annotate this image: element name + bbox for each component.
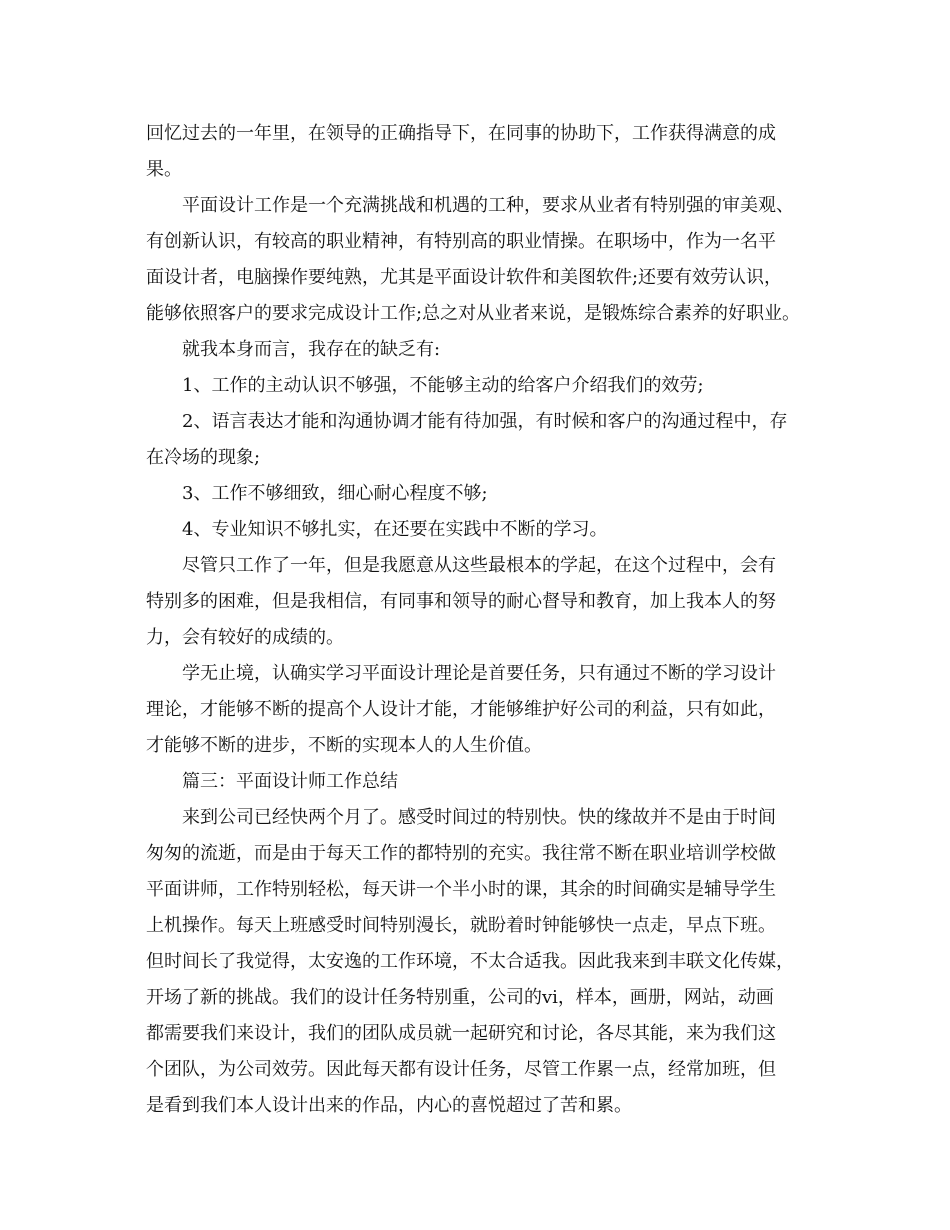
text-line: 理论，才能够不断的提高个人设计才能，才能够维护好公司的利益，只有如此， [146, 699, 776, 720]
text-line: 能够依照客户的要求完成设计工作;总之对从业者来说，是锻炼综合素养的好职业。 [146, 303, 801, 324]
paragraph-start-line: 尽管只工作了一年，但是我愿意从这些最根本的学起，在这个过程中，会有 [182, 555, 776, 576]
list-item-line: 1、工作的主动认识不够强，不能够主动的给客户介绍我们的效劳; [182, 375, 704, 396]
paragraph-start-line: 来到公司已经快两个月了。感受时间过的特别快。快的缘故并不是由于时间 [182, 807, 776, 828]
text-line: 果。 [146, 159, 182, 180]
text-line: 才能够不断的进步，不断的实现本人的人生价值。 [146, 735, 542, 756]
text-line: 但时间长了我觉得，太安逸的工作环境，不太合适我。因此我来到丰联文化传媒， [146, 951, 794, 972]
list-item-line: 2、语言表达才能和沟通协调才能有待加强，有时候和客户的沟通过程中，存 [182, 411, 788, 432]
document-body [146, 116, 836, 1124]
text-line: 平面讲师，工作特别轻松，每天讲一个半小时的课，其余的时间确实是辅导学生 [146, 879, 776, 900]
text-line: 在冷场的现象; [146, 447, 261, 468]
text-line: 上机操作。每天上班感受时间特别漫长，就盼着时钟能够快一点走，早点下班。 [146, 915, 776, 936]
section-heading: 篇三：平面设计师工作总结 [182, 771, 398, 792]
text-line: 力，会有较好的成绩的。 [146, 627, 344, 648]
text-line: 个团队，为公司效劳。因此每天都有设计任务，尽管工作累一点，经常加班，但 [146, 1059, 776, 1080]
text-line: 开场了新的挑战。我们的设计任务特别重，公司的vi，样本，画册，网站，动画 [146, 987, 774, 1008]
text-line: 有创新认识，有较高的职业精神，有特别高的职业情操。在职场中，作为一名平 [146, 231, 776, 252]
text-line: 回忆过去的一年里，在领导的正确指导下，在同事的协助下，工作获得满意的成 [146, 123, 776, 144]
text-line: 面设计者，电脑操作要纯熟，尤其是平面设计软件和美图软件;还要有效劳认识， [146, 267, 783, 288]
text-line: 都需要我们来设计，我们的团队成员就一起研究和讨论，各尽其能，来为我们这 [146, 1023, 776, 1044]
list-item-line: 3、工作不够细致，细心耐心程度不够; [182, 483, 488, 504]
paragraph-start-line: 就我本身而言，我存在的缺乏有: [182, 339, 441, 360]
paragraph-start-line: 学无止境，认确实学习平面设计理论是首要任务，只有通过不断的学习设计 [182, 663, 776, 684]
list-item-line: 4、专业知识不够扎实，在还要在实践中不断的学习。 [182, 519, 608, 540]
paragraph-start-line: 平面设计工作是一个充满挑战和机遇的工种，要求从业者有特别强的审美观、 [182, 195, 794, 216]
text-line: 匆匆的流逝，而是由于每天工作的都特别的充实。我往常不断在职业培训学校做 [146, 843, 776, 864]
text-line: 特别多的困难，但是我相信，有同事和领导的耐心督导和教育，加上我本人的努 [146, 591, 776, 612]
text-line: 是看到我们本人设计出来的作品，内心的喜悦超过了苦和累。 [146, 1095, 632, 1116]
